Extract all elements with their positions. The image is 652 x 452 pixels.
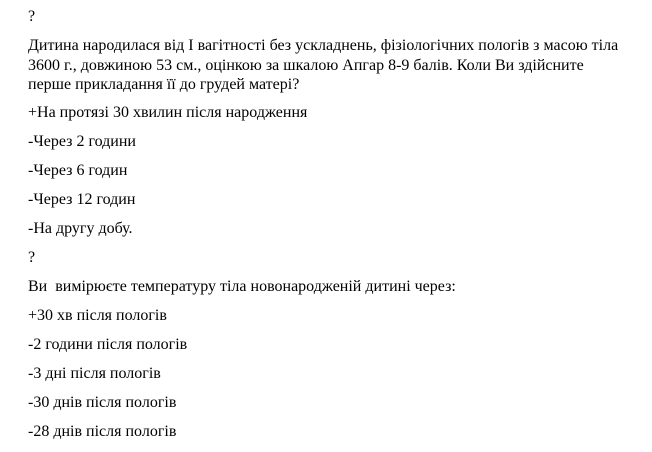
answer-option: -30 днів після пологів [28,393,177,411]
answer-option: -2 години після пологів [28,335,188,353]
answer-option: -Через 12 годин [28,190,136,208]
question-marker: ? [28,8,36,25]
question-text: Дитина народилася від І вагітності без ускладнень, фізіологічних пологів з масою тіла 3600 г., довжиною 53 см., оцінкою за шкалою Апгар 8-9 балів. Коли Ви здійсните перше прикладання її до грудей матері? [28,37,619,93]
answer-option: -28 днів після пологів [28,422,177,440]
answer-option: +На протязі 30 хвилин після народження [28,103,308,121]
answer-option: -На другу добу. [28,219,133,237]
answer-option: -Через 2 години [28,132,136,150]
question-marker: ? [28,248,36,266]
question-block [28,248,628,442]
question-text: Ви вимірюєте температуру тіла новонародженій дитині через: [28,277,456,295]
question-block [28,7,628,238]
answer-option: -3 дні після пологів [28,364,161,382]
answer-option: -Через 6 годин [28,161,128,179]
answer-option: +30 хв після пологів [28,306,167,324]
